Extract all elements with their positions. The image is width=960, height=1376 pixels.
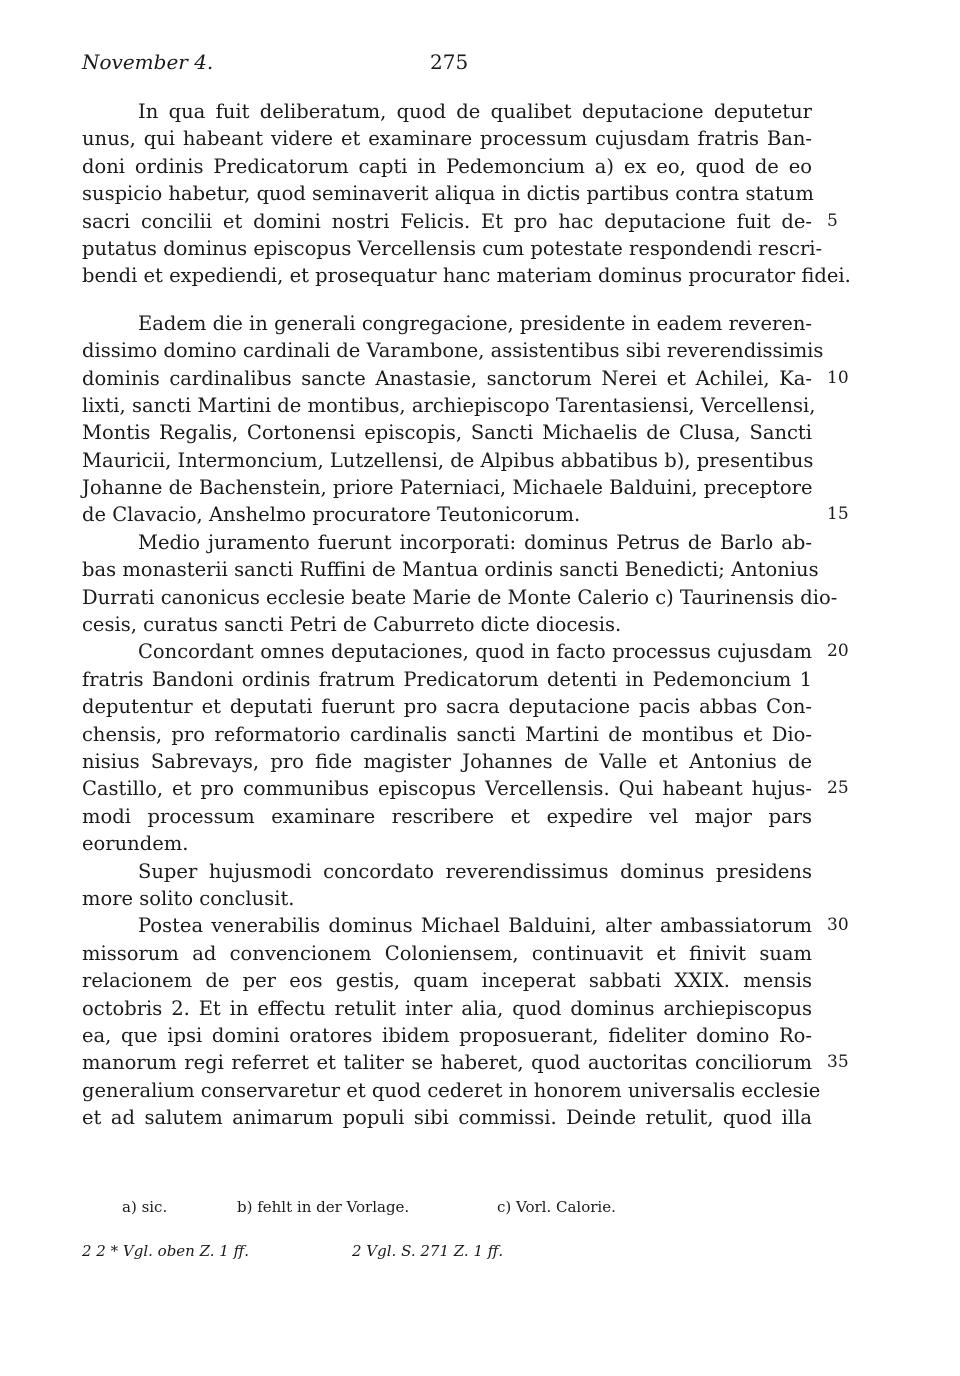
text-line bbox=[82, 419, 812, 446]
text-line-content: ea, que ipsi domini oratores ibidem proposuerant, fideliter domino Ro- bbox=[82, 1023, 812, 1047]
text-line bbox=[82, 474, 812, 501]
footnote-row-references bbox=[82, 1236, 812, 1266]
text-line bbox=[82, 885, 812, 912]
text-line-content: octobris 2. Et in effectu retulit inter alia, quod dominus archiepiscopus bbox=[82, 996, 812, 1020]
text-line-content: bas monasterii sancti Ruffini de Mantua ordinis sancti Benedicti; Antonius bbox=[82, 558, 819, 582]
footnotes bbox=[82, 1192, 812, 1266]
text-line bbox=[82, 98, 812, 125]
text-line-content: eorundem. bbox=[82, 832, 189, 856]
text-line bbox=[82, 912, 849, 939]
text-line bbox=[82, 392, 816, 419]
text-line-content: relacionem de per eos gestis, quam inceperat sabbati XXIX. mensis bbox=[82, 969, 812, 993]
text-line-content: Concordant omnes deputaciones, quod in facto processus cujusdam bbox=[138, 640, 812, 664]
text-line-content: chensis, pro reformatorio cardinalis sancti Martini de montibus et Dio- bbox=[82, 722, 812, 746]
text-line bbox=[82, 1104, 812, 1131]
text-line-content: unus, qui habeant videre et examinare processum cujusdam fratris Ban- bbox=[82, 127, 812, 151]
text-line bbox=[82, 775, 849, 802]
footnote: a) sic. bbox=[122, 1198, 168, 1216]
text-line bbox=[82, 666, 812, 693]
line-number: 10 bbox=[827, 367, 849, 388]
text-line-content: sacri concilii et domini nostri Felicis. Et pro hac deputacione fuit de- bbox=[82, 209, 812, 233]
text-line bbox=[82, 235, 823, 262]
text-line-content: lixti, sancti Martini de montibus, archiepiscopo Tarentasiensi, Vercellensi, bbox=[82, 393, 816, 417]
text-line bbox=[82, 529, 812, 556]
text-line-content: nisius Sabrevays, pro fide magister Johannes de Valle et Antonius de bbox=[82, 749, 812, 773]
text-line-content: putatus dominus episcopus Vercellensis cum potestate respondendi rescri- bbox=[82, 236, 823, 260]
text-line bbox=[82, 638, 849, 665]
text-line-content: et ad salutem animarum populi sibi commissi. Deinde retulit, quod illa bbox=[82, 1106, 812, 1130]
body-text bbox=[82, 98, 851, 1131]
page-number: 275 bbox=[430, 50, 469, 74]
text-line bbox=[82, 1077, 821, 1104]
text-line-content: Super hujusmodi concordato reverendissimus dominus presidens bbox=[138, 859, 812, 883]
text-line bbox=[82, 447, 812, 474]
text-line-content: Mauricii, Intermoncium, Lutzellensi, de Alpibus abbatibus b), presentibus bbox=[82, 448, 814, 472]
text-line-content: Castillo, et pro communibus episcopus Vercellensis. Qui habeant hujus- bbox=[82, 777, 812, 801]
text-line-content: deputentur et deputati fuerunt pro sacra deputacione pacis abbas Con- bbox=[82, 695, 812, 719]
text-line bbox=[82, 830, 812, 857]
text-line-content: suspicio habetur, quod seminaverit aliqua in dictis partibus contra statum bbox=[82, 182, 814, 206]
text-line bbox=[82, 721, 812, 748]
text-line-content: dominis cardinalibus sancte Anastasie, sanctorum Nerei et Achilei, Ka- bbox=[82, 366, 812, 390]
text-line-content: In qua fuit deliberatum, quod de qualibet deputacione deputetur bbox=[138, 100, 812, 123]
text-line bbox=[82, 803, 812, 830]
text-line bbox=[82, 995, 812, 1022]
text-line bbox=[82, 262, 851, 289]
text-line bbox=[82, 584, 838, 611]
footnote: 2 Vgl. S. 271 Z. 1 ff. bbox=[352, 1242, 504, 1260]
text-line bbox=[82, 337, 824, 364]
text-line bbox=[82, 208, 838, 235]
text-line bbox=[82, 967, 812, 994]
text-line bbox=[82, 125, 812, 152]
line-number: 20 bbox=[827, 641, 849, 662]
footnote-row-variants bbox=[82, 1192, 812, 1222]
text-line-content: more solito conclusit. bbox=[82, 886, 295, 910]
text-line bbox=[82, 180, 812, 207]
text-line-content: doni ordinis Predicatorum capti in Pedemoncium a) ex eo, quod de eo bbox=[82, 154, 812, 178]
footnote: b) fehlt in der Vorlage. bbox=[237, 1198, 410, 1216]
page-header bbox=[82, 50, 812, 80]
text-line-content: cesis, curatus sancti Petri de Caburreto dicte diocesis. bbox=[82, 613, 622, 637]
text-line bbox=[82, 1049, 849, 1076]
footnote: c) Vorl. Calorie. bbox=[497, 1198, 616, 1216]
text-line bbox=[82, 310, 812, 337]
text-line-content: manorum regi referret et taliter se haberet, quod auctoritas conciliorum bbox=[82, 1051, 812, 1075]
text-line bbox=[82, 501, 849, 528]
line-number: 35 bbox=[827, 1052, 849, 1073]
text-line bbox=[82, 153, 812, 180]
text-line bbox=[82, 748, 812, 775]
line-number: 30 bbox=[827, 915, 849, 936]
text-line bbox=[82, 858, 812, 885]
text-line bbox=[82, 1022, 812, 1049]
text-line-content: modi processum examinare rescribere et expedire vel major pars bbox=[82, 804, 812, 828]
text-line-content: bendi et expediendi, et prosequatur hanc materiam dominus procurator fidei. bbox=[82, 264, 851, 288]
text-line-content: Durrati canonicus ecclesie beate Marie de Monte Calerio c) Taurinensis dio- bbox=[82, 585, 838, 609]
text-line-content: Johanne de Bachenstein, priore Paterniaci, Michaele Balduini, preceptore bbox=[82, 476, 813, 500]
text-line-content: fratris Bandoni ordinis fratrum Predicatorum detenti in Pedemoncium 1 bbox=[82, 667, 812, 691]
text-line bbox=[82, 940, 812, 967]
line-number: 25 bbox=[827, 778, 849, 799]
text-line-content: Eadem die in generali congregacione, presidente in eadem reveren- bbox=[138, 311, 812, 335]
running-head: November 4. bbox=[82, 50, 214, 74]
text-line-content: de Clavacio, Anshelmo procuratore Teutonicorum. bbox=[82, 503, 581, 527]
text-line-content: Medio juramento fuerunt incorporati: dominus Petrus de Barlo ab- bbox=[138, 530, 812, 554]
text-line bbox=[82, 693, 812, 720]
text-line bbox=[82, 611, 812, 638]
line-number: 15 bbox=[827, 504, 849, 525]
line-number: 5 bbox=[827, 210, 838, 231]
text-line bbox=[82, 365, 849, 392]
text-line-content: Montis Regalis, Cortonensi episcopis, Sancti Michaelis de Clusa, Sancti bbox=[82, 421, 812, 445]
text-line-content: generalium conservaretur et quod cederet in honorem universalis ecclesie bbox=[82, 1078, 821, 1102]
text-line-content: Postea venerabilis dominus Michael Balduini, alter ambassiatorum bbox=[138, 914, 812, 938]
text-line-content: missorum ad convencionem Coloniensem, continuavit et finivit suam bbox=[82, 941, 812, 965]
text-line bbox=[82, 556, 819, 583]
text-line-content: dissimo domino cardinali de Varambone, assistentibus sibi reverendissimis bbox=[82, 339, 824, 363]
footnote: 2 2 * Vgl. oben Z. 1 ff. bbox=[82, 1242, 249, 1260]
